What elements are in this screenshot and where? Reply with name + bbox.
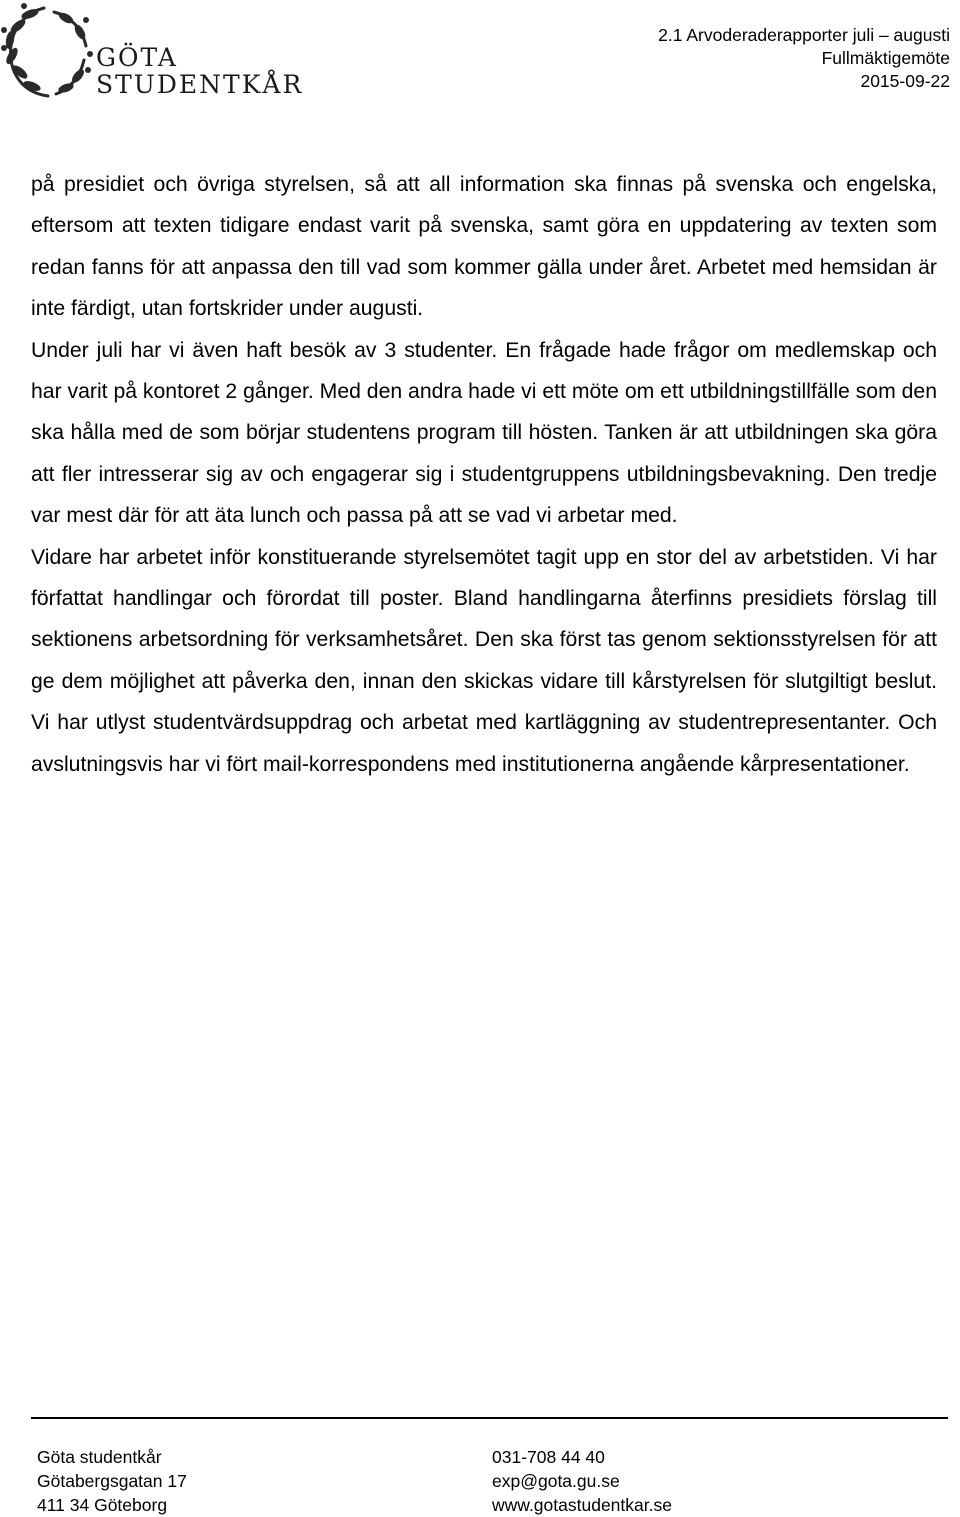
paragraph-board-work: Vidare har arbetet inför konstituerande styrelsemötet tagit upp en stor del av arbetstiden. Vi har författat handlingar och förordat till poster. Bland handlingarna återfinns presidiets förslag till sektionens arbetsordning för verksamhetsåret. Den ska först tas genom sektionsstyrelsen för att ge dem möjlighet att påverka den, innan den skickas vidare till kårstyrelsen för slutgiltigt beslut. Vi har utlyst studentvärdsuppdrag och arbetat med kartläggning av studentrepresentanter. Och avslutningsvis har vi fört mail-korrespondens med institutionerna angående kårpresentationer. bbox=[31, 545, 937, 776]
footer-email: exp@gota.gu.se bbox=[492, 1471, 620, 1491]
wreath-logo-icon bbox=[0, 0, 96, 106]
footer-divider bbox=[31, 1417, 948, 1419]
footer-address bbox=[37, 1445, 187, 1517]
footer-street: Götabergsgatan 17 bbox=[37, 1471, 187, 1491]
footer-contact bbox=[492, 1445, 672, 1517]
footer-website: www.gotastudentkar.se bbox=[492, 1495, 672, 1515]
document-reference: 2.1 Arvoderaderapporter juli – augusti bbox=[658, 25, 950, 45]
document-header bbox=[658, 24, 950, 93]
paragraph-website-update: på presidiet och övriga styrelsen, så att all information ska finnas på svenska och engelska, eftersom att texten tidigare endast varit på svenska, samt göra en uppdatering av texten som redan fanns för att anpassa den till vad som kommer gälla under året. Arbetet med hemsidan är inte färdigt, utan fortskrider under augusti. bbox=[31, 173, 937, 321]
footer-org-name: Göta studentkår bbox=[37, 1447, 162, 1467]
footer-phone: 031-708 44 40 bbox=[492, 1447, 605, 1467]
document-body bbox=[31, 164, 937, 785]
meeting-name: Fullmäktigemöte bbox=[821, 48, 950, 68]
footer-city: 411 34 Göteborg bbox=[37, 1495, 168, 1515]
logo bbox=[0, 0, 304, 106]
logo-line-gota: GÖTA bbox=[96, 43, 178, 72]
paragraph-student-visits: Under juli har vi även haft besök av 3 studenter. En frågade hade frågor om medlemskap och har varit på kontoret 2 gånger. Med den andra hade vi ett möte om ett utbildningstillfälle som den ska hålla med de som börjar studentens program till hösten. Tanken är att utbildningen ska göra att fler intresserar sig av och engagerar sig i studentgruppens utbildningsbevakning. Den tredje var mest där för att äta lunch och passa på att se vad vi arbetar med. bbox=[31, 338, 937, 528]
logo-wordmark bbox=[96, 44, 303, 98]
logo-line-studentkar: STUDENTKÅR bbox=[96, 70, 304, 99]
meeting-date: 2015-09-22 bbox=[860, 71, 950, 91]
